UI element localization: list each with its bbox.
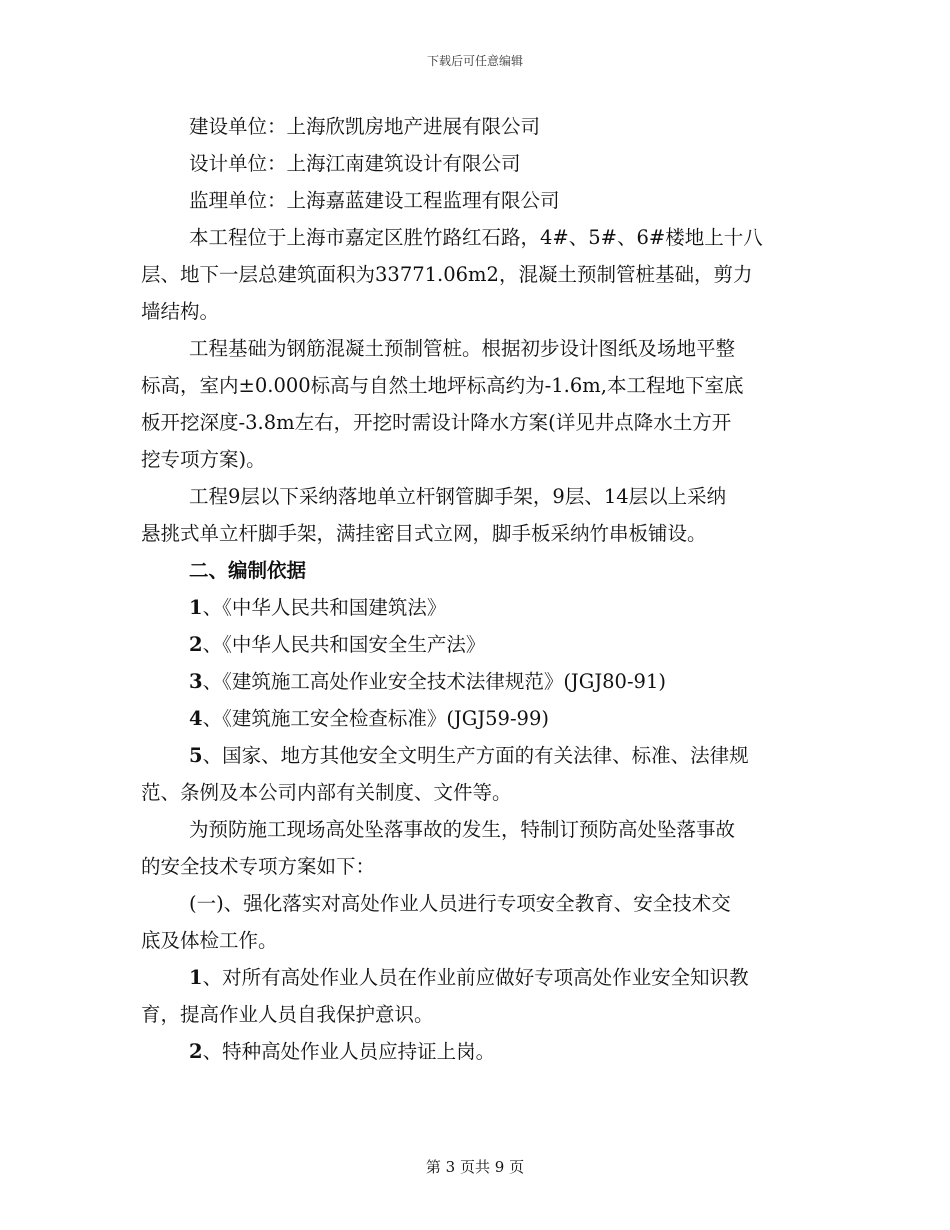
- paragraph-line: 的安全技术专项方案如下：: [141, 855, 376, 878]
- item-number: 4: [189, 707, 203, 730]
- list-item: [141, 737, 813, 774]
- item-text: 、对所有高处作业人员在作业前应做好专项高处作业安全知识教: [202, 966, 749, 989]
- design-unit-line: 设计单位：上海江南建筑设计有限公司: [189, 152, 521, 175]
- paragraph-line: 工程基础为钢筋混凝土预制管桩。根据初步设计图纸及场地平整: [189, 337, 736, 360]
- item-text: 、《建筑施工高处作业安全技术法律规范》(JGJ80-91): [202, 670, 666, 693]
- list-item: [141, 1033, 813, 1070]
- item-text: 、《中华人民共和国安全生产法》: [202, 633, 486, 656]
- paragraph-line: 板开挖深度-3.8m左右，开挖时需设计降水方案(详见井点降水土方开: [141, 411, 732, 434]
- item-number: 2: [189, 633, 203, 656]
- item-text: 、特种高处作业人员应持证上岗。: [202, 1040, 496, 1063]
- item-text: 、《建筑施工安全检查标准》(JGJ59-99): [202, 707, 549, 730]
- item-number: 5: [189, 744, 203, 767]
- page-number: 第 3 页共 9 页: [425, 1158, 525, 1176]
- paragraph-line: 本工程位于上海市嘉定区胜竹路红石路，4#、5#、6#楼地上十八: [189, 226, 763, 249]
- item-number: 1: [189, 596, 203, 619]
- page-header-note: 下载后可任意编辑: [426, 54, 523, 68]
- paragraph-line: 工程9层以下采纳落地单立杆钢管脚手架，9层、14层以上采纳: [189, 485, 727, 508]
- list-item: [141, 663, 813, 700]
- construction-unit-line: 建设单位：上海欣凯房地产进展有限公司: [189, 115, 541, 138]
- section-heading: 二、编制依据: [189, 559, 307, 582]
- item-text: 、《中华人民共和国建筑法》: [202, 596, 447, 619]
- paragraph-line: 为预防施工现场高处坠落事故的发生，特制订预防高处坠落事故: [189, 818, 736, 841]
- subsection-heading: (一)、强化落实对高处作业人员进行专项安全教育、安全技术交: [189, 892, 731, 915]
- item-text: 、国家、地方其他安全文明生产方面的有关法律、标准、法律规: [202, 744, 749, 767]
- paragraph-line: 层、地下一层总建筑面积为33771.06m2，混凝土预制管桩基础，剪力: [141, 263, 753, 286]
- paragraph-line: 标高，室内±0.000标高与自然土地坪标高约为-1.6m,本工程地下室底: [141, 374, 744, 397]
- document-body: [141, 108, 813, 1070]
- paragraph-line: 底及体检工作。: [141, 929, 278, 952]
- paragraph-line: 范、条例及本公司内部有关制度、文件等。: [141, 781, 512, 804]
- list-item: [141, 626, 813, 663]
- supervision-unit-line: 监理单位：上海嘉蓝建设工程监理有限公司: [189, 189, 560, 212]
- paragraph-line: 挖专项方案)。: [141, 448, 266, 471]
- paragraph-line: 墙结构。: [141, 300, 220, 323]
- paragraph-line: 悬挑式单立杆脚手架，满挂密目式立网，脚手板采纳竹串板铺设。: [141, 522, 707, 545]
- item-number: 1: [189, 966, 203, 989]
- item-number: 2: [189, 1040, 203, 1063]
- paragraph-line: 育，提高作业人员自我保护意识。: [141, 1003, 434, 1026]
- item-number: 3: [189, 670, 203, 693]
- list-item: [141, 700, 813, 737]
- list-item: [141, 959, 813, 996]
- list-item: [141, 589, 813, 626]
